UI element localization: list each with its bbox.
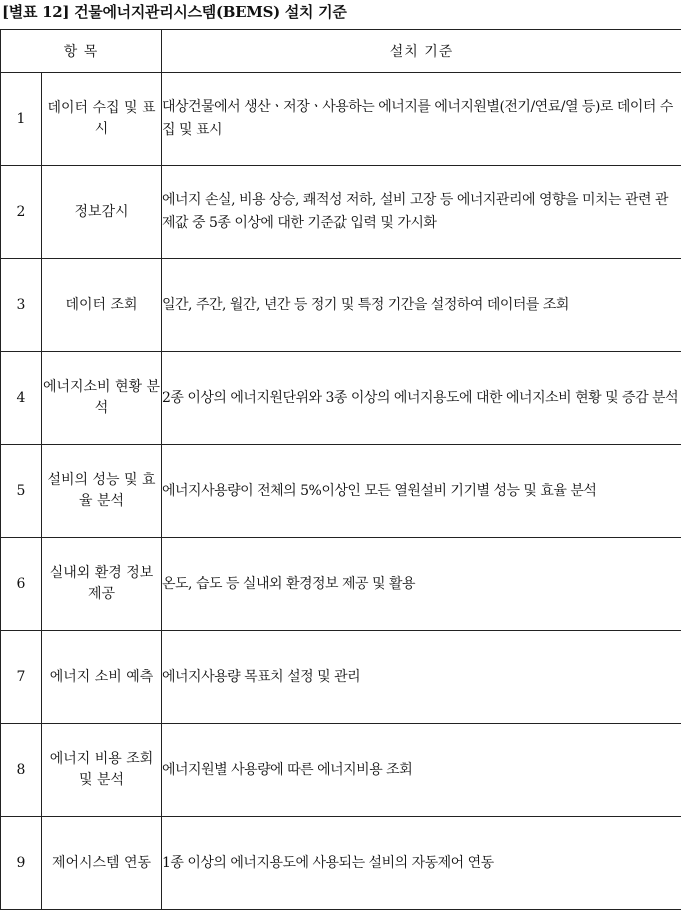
- table-row: [1, 259, 681, 352]
- item-cell: 설비의 성능 및 효율 분석: [42, 445, 162, 538]
- item-cell: 에너지소비 현황 분석: [42, 352, 162, 445]
- item-cell: 실내외 환경 정보 제공: [42, 538, 162, 631]
- header-criteria: 설치 기준: [162, 30, 681, 73]
- criteria-cell: 에너지사용량이 전체의 5%이상인 모든 열원설비 기기별 성능 및 효율 분석: [162, 445, 681, 538]
- item-cell: 에너지 소비 예측: [42, 631, 162, 724]
- table-row: [1, 817, 681, 910]
- row-number: 1: [1, 73, 42, 166]
- criteria-cell: 일간, 주간, 월간, 년간 등 정기 및 특정 기간을 설정하여 데이터를 조회: [162, 259, 681, 352]
- row-number: 6: [1, 538, 42, 631]
- item-cell: 제어시스템 연동: [42, 817, 162, 910]
- header-item: 항 목: [1, 30, 162, 73]
- row-number: 3: [1, 259, 42, 352]
- table-row: [1, 166, 681, 259]
- row-number: 5: [1, 445, 42, 538]
- row-number: 2: [1, 166, 42, 259]
- table-row: [1, 352, 681, 445]
- table-row: [1, 631, 681, 724]
- item-cell: 데이터 수집 및 표시: [42, 73, 162, 166]
- row-number: 9: [1, 817, 42, 910]
- table-row: [1, 538, 681, 631]
- item-cell: 에너지 비용 조회 및 분석: [42, 724, 162, 817]
- criteria-cell: 에너지원별 사용량에 따른 에너지비용 조회: [162, 724, 681, 817]
- criteria-cell: 온도, 습도 등 실내외 환경정보 제공 및 활용: [162, 538, 681, 631]
- criteria-cell: 대상건물에서 생산ㆍ저장ㆍ사용하는 에너지를 에너지원별(전기/연료/열 등)로 데이터 수집 및 표시: [162, 73, 681, 166]
- table-row: [1, 724, 681, 817]
- table-header-row: [1, 30, 681, 73]
- criteria-cell: 2종 이상의 에너지원단위와 3종 이상의 에너지용도에 대한 에너지소비 현황 및 증감 분석: [162, 352, 681, 445]
- item-cell: 데이터 조회: [42, 259, 162, 352]
- row-number: 4: [1, 352, 42, 445]
- criteria-cell: 에너지사용량 목표치 설정 및 관리: [162, 631, 681, 724]
- row-number: 8: [1, 724, 42, 817]
- criteria-cell: 에너지 손실, 비용 상승, 쾌적성 저하, 설비 고장 등 에너지관리에 영향을 미치는 관련 관제값 중 5종 이상에 대한 기준값 입력 및 가시화: [162, 166, 681, 259]
- row-number: 7: [1, 631, 42, 724]
- document-title: [별표 12] 건물에너지관리시스템(BEMS) 설치 기준: [2, 3, 347, 21]
- criteria-cell: 1종 이상의 에너지용도에 사용되는 설비의 자동제어 연동: [162, 817, 681, 910]
- table-row: [1, 445, 681, 538]
- bems-criteria-table: [0, 29, 681, 910]
- item-cell: 정보감시: [42, 166, 162, 259]
- table-row: [1, 73, 681, 166]
